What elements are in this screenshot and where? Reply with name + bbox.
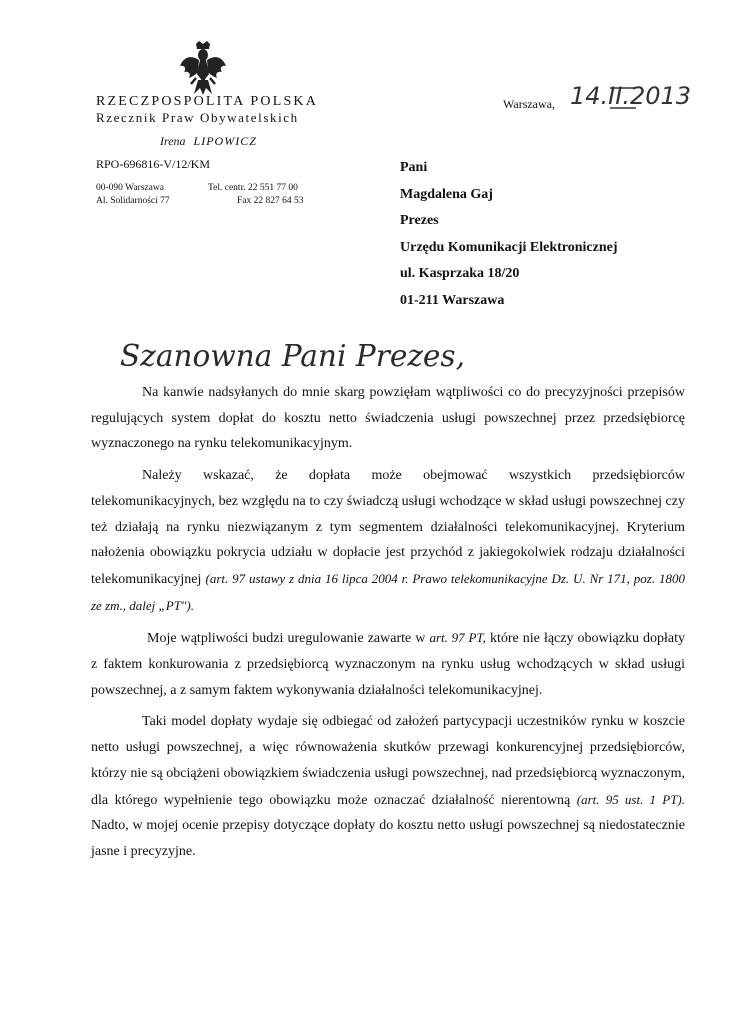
letter-body: [91, 380, 685, 871]
paragraph-2-citation: (art. 97 ustawy z dnia 16 lipca 2004 r. Prawo telekomunikacyjne Dz. U. Nr 171, poz. 1800 ze zm., dalej „PT").: [91, 570, 685, 613]
eagle-emblem-icon: [178, 40, 228, 96]
dateline-city: Warszawa,: [503, 97, 556, 111]
official-name: [160, 134, 257, 149]
institution-name: RZECZPOSPOLITA POLSKA: [96, 94, 319, 109]
recipient-name: Magdalena Gaj: [400, 187, 493, 202]
recipient-street: ul. Kasprzaka 18/20: [400, 266, 520, 281]
paragraph-3-text-a: Moje wątpliwości budzi uregulowanie zawarte w: [147, 631, 430, 647]
body-paragraph-4: [91, 709, 685, 864]
handwritten-date: [568, 78, 702, 114]
recipient-salutation: Pani: [400, 160, 428, 175]
body-paragraph-3: [91, 625, 685, 703]
recipient-title: Prezes: [400, 213, 439, 228]
body-paragraph-2: [91, 463, 685, 619]
institution-office: Rzecznik Praw Obywatelskich: [96, 110, 299, 125]
recipient-postal: 01-211 Warszawa: [400, 293, 505, 308]
paragraph-3-citation: art. 97 PT,: [429, 630, 486, 646]
address-line-2: Al. Solidarności 77: [96, 196, 170, 206]
address-line-1: 00-090 Warszawa: [96, 183, 164, 193]
paragraph-4-citation: (art. 95 ust. 1 PT).: [576, 791, 685, 807]
handwritten-date-text: 14.II.2013: [570, 82, 692, 110]
paragraph-3-text-b: które nie łączy obowiązku dopłaty z faktem konkurowania z przedsiębiorcą wyznaczonym na rynku usług wchodzących w skład usługi powszechnej, a z samym faktem wykonywania działalności telekomunikacyjnej.: [91, 631, 685, 698]
phone-number: Tel. centr. 22 551 77 00: [208, 183, 298, 193]
official-first-name: Irena: [160, 134, 186, 148]
paragraph-2-text: Należy wskazać, że dopłata może obejmować wszystkich przedsiębiorców telekomunikacyjnych, bez względu na to czy świadczą usługi wchodzące w skład usługi powszechnej czy też działają na rynku niezwiązanym z tym segmentem działalności telekomunikacyjnej. Kryterium nałożenia obowiązku pokrycia udziału w dopłacie jest przychód z jakiegokolwiek rodzaju działalności telekomunikacyjnej: [91, 468, 685, 587]
official-last-name: LIPOWICZ: [193, 134, 257, 148]
paragraph-4-text-a: Taki model dopłaty wydaje się odbiegać od założeń partycypacji uczestników rynku w koszcie netto usługi powszechnej, a więc równoważenia skutków przewagi konkurencyjnej przedsiębiorców, którzy nie są obciążeni obowiązkiem świadczenia usługi powszechnej, nad przedsiębiorcą wyznaczonym, dla którego wypełnienie tego obowiązku może oznaczać działalność nierentowną: [91, 714, 685, 808]
reference-number: RPO-696816-V/12/KM: [96, 157, 211, 171]
recipient-office: Urzędu Komunikacji Elektronicznej: [400, 240, 618, 255]
body-paragraph-1: Na kanwie nadsyłanych do mnie skarg powzięłam wątpliwości co do precyzyjności przepisów regulujących system dopłat do kosztu netto świadczenia usługi powszechnej przez przedsiębiorcę wyznaczonego na rynku telekomunikacyjnym.: [91, 385, 685, 452]
fax-number: Fax 22 827 64 53: [237, 196, 304, 206]
handwritten-greeting-text: Szanowna Pani Prezes,: [120, 339, 465, 374]
paragraph-4-text-b: Nadto, w mojej ocenie przepisy dotyczące dopłaty do kosztu netto usługi powszechnej są niedostatecznie jasne i precyzyjne.: [91, 818, 685, 859]
